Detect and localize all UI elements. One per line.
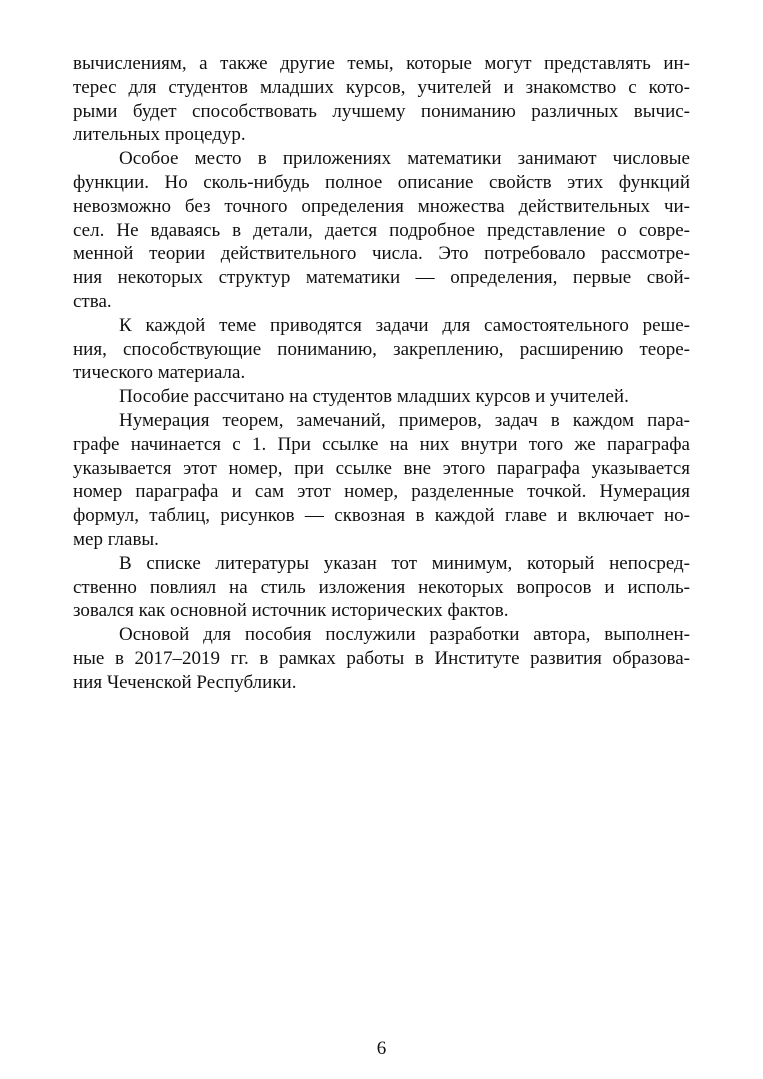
text-line: функции. Но сколь-нибудь полное описание свойств этих функций: [73, 171, 690, 193]
text-line: указывается этот номер, при ссылке вне этого параграфа указывается: [73, 457, 690, 479]
text-line: тического материала.: [73, 362, 246, 384]
text-line: В списке литературы указан тот минимум, который непосред-: [119, 552, 690, 574]
text-line: терес для студентов младших курсов, учителей и знакомство с кото-: [73, 76, 690, 98]
text-line: вычислениям, а также другие темы, которые могут представлять ин-: [73, 53, 690, 74]
text-line: ния некоторых структур математики — определения, первые свой-: [73, 267, 690, 289]
text-line: Нумерация теорем, замечаний, примеров, задач в каждом пара-: [119, 409, 690, 431]
page-number: 6: [376, 1038, 387, 1059]
text-line: ния Чеченской Республики.: [73, 671, 297, 693]
text-line: зовался как основной источник исторических фактов.: [73, 600, 509, 622]
text-line: рыми будет способствовать лучшему пониманию различных вычис-: [73, 100, 690, 122]
text-line: ственно повлиял на стиль изложения некоторых вопросов и исполь-: [73, 576, 690, 598]
text-line: ные в 2017–2019 гг. в рамках работы в Институте развития образова-: [73, 647, 690, 669]
text-line: К каждой теме приводятся задачи для самостоятельного реше-: [119, 314, 690, 336]
text-line: номер параграфа и сам этот номер, разделенные точкой. Нумерация: [73, 481, 690, 503]
text-line: графе начинается с 1. При ссылке на них внутри того же параграфа: [73, 433, 690, 455]
text-line: менной теории действительного числа. Это потребовало рассмотре-: [73, 243, 690, 265]
text-line: Особое место в приложениях математики занимают числовые: [119, 148, 690, 170]
text-line: Пособие рассчитано на студентов младших курсов и учителей.: [119, 386, 629, 408]
text-line: ния, способствующие пониманию, закреплению, расширению теоре-: [73, 338, 690, 360]
body-text: [73, 52, 690, 695]
text-line: лительных процедур.: [73, 124, 246, 146]
text-line: формул, таблиц, рисунков — сквозная в каждой главе и включает но-: [73, 505, 690, 527]
text-line: невозможно без точного определения множества действительных чи-: [73, 195, 690, 217]
text-line: мер главы.: [73, 528, 159, 550]
text-line: ства.: [73, 290, 112, 312]
text-line: Основой для пособия послужили разработки автора, выполнен-: [119, 624, 690, 646]
text-line: сел. Не вдаваясь в детали, дается подробное представление о совре-: [73, 219, 690, 241]
